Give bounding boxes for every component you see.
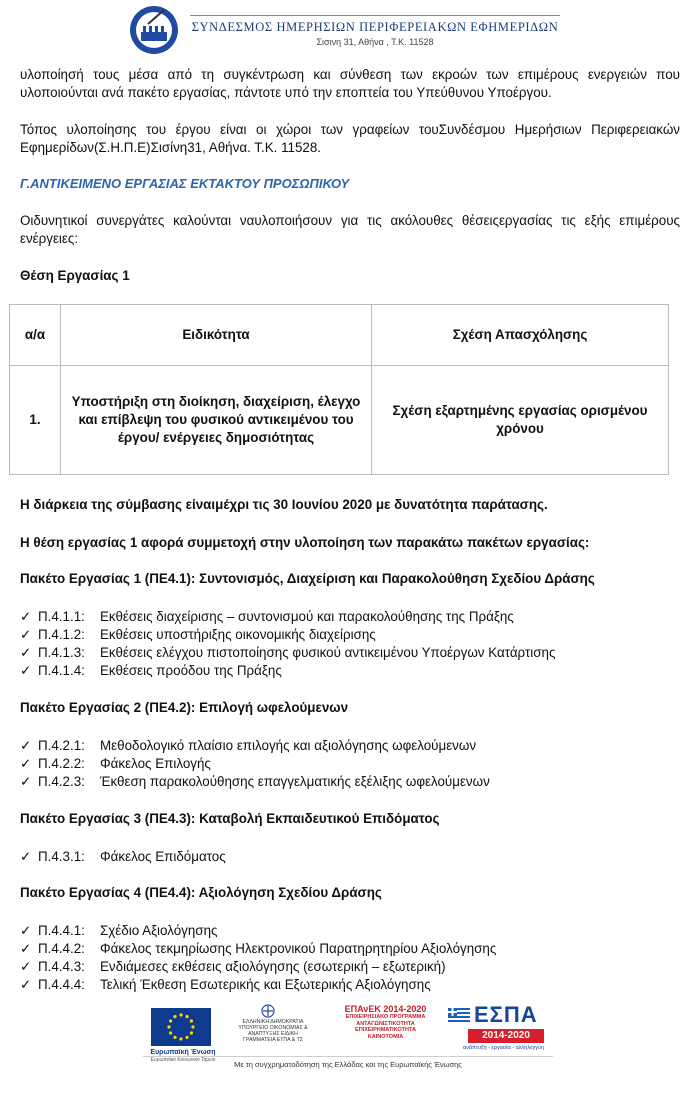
cell-specialty: Υποστήριξη στη διοίκηση, διαχείριση, έλεγχο και επίβλεψη του φυσικού αντικειμένου του έργου/ ενέργειες δημοσιότητας: [61, 366, 372, 475]
eu-sublabel: Ευρωπαϊκό Κοινωνικό Ταμείο: [150, 1057, 216, 1063]
organization-address: Σισινη 31, Αθήνα , Τ.Κ. 11528: [316, 37, 434, 47]
item-text: Εκθέσεις διαχείρισης – συντονισμού και παρακολούθησης της Πράξης: [100, 609, 514, 624]
item-code: Π.4.1.1:: [38, 609, 85, 624]
espa-wordmark: ΕΣΠΑ: [474, 1002, 538, 1027]
item-code: Π.4.2.1:: [38, 738, 85, 753]
item-code: Π.4.4.1:: [38, 923, 85, 938]
item-text: Εκθέσεις προόδου της Πράξης: [100, 663, 282, 678]
header-rule: [190, 15, 560, 16]
letterhead: [0, 0, 700, 62]
item-text: Ενδιάμεσες εκθέσεις αξιολόγησης (εσωτερική – εξωτερική): [100, 959, 446, 974]
item-text: Φάκελος Επιλογής: [100, 756, 211, 771]
section-heading: Γ.ΑΝΤΙΚΕΙΜΕΝΟ ΕΡΓΑΣΙΑΣ ΕΚΤΑΚΤΟΥ ΠΡΟΣΩΠΙΚΟΥ: [20, 176, 350, 191]
item-text: Τελική Έκθεση Εσωτερικής και Εξωτερικής Αξιολόγησης: [100, 977, 431, 992]
header-cell-index: α/α: [10, 305, 61, 366]
checkmark-icon: ✓: [20, 627, 32, 642]
footer-rule: [143, 1056, 553, 1057]
item-text: Φάκελος τεκμηρίωσης Ηλεκτρονικού Παρατηρητηρίου Αξιολόγησης: [100, 941, 497, 956]
epanek-logo: [338, 1004, 433, 1040]
position-title: Θέση Εργασίας 1: [20, 268, 130, 283]
checkmark-icon: ✓: [20, 849, 32, 864]
item-code: Π.4.3.1:: [38, 849, 85, 864]
contract-duration: Η διάρκεια της σύμβασης είναιμέχρι τις 30 Ιουνίου 2020 με δυνατότητα παράτασης.: [20, 497, 548, 512]
package-title-3: Πακέτο Εργασίας 3 (ΠΕ4.3): Καταβολή Εκπαιδευτικού Επιδόματος: [20, 811, 440, 826]
item-code: Π.4.1.4:: [38, 663, 85, 678]
espa-logo: [448, 1002, 548, 1054]
item-text: Έκθεση παρακολούθησης επαγγελματικής εξέλιξης ωφελούμενων: [100, 774, 490, 789]
funding-footer: [143, 1000, 553, 1075]
item-text: Μεθοδολογικό πλαίσιο επιλογής και αξιολόγησης ωφελούμενων: [100, 738, 477, 753]
eu-flag-icon: [151, 1008, 211, 1046]
greek-flag-icon: [448, 1008, 470, 1024]
cell-employment: Σχέση εξαρτημένης εργασίας ορισμένου χρόνου: [372, 366, 669, 475]
header-cell-employment: Σχέση Απασχόλησης: [372, 305, 669, 366]
paragraph-location: Τόπος υλοποίησης του έργου είναι οι χώροι των γραφείων τουΣυνδέσμου Ημερήσιων Περιφερειακών Εφημερίδων(Σ.Η.Π.Ε)Σισίνη31, Αθήνα. Τ.Κ. 11528.: [20, 122, 680, 155]
item-code: Π.4.4.3:: [38, 959, 85, 974]
checkmark-icon: ✓: [20, 738, 32, 753]
checkmark-icon: ✓: [20, 959, 32, 974]
item-code: Π.4.2.3:: [38, 774, 85, 789]
item-text: Εκθέσεις υποστήριξης οικονομικής διαχείρισης: [100, 627, 376, 642]
cofunding-note: Με τη συγχρηματοδότηση της Ελλάδας και της Ευρωπαϊκής Ένωσης: [234, 1060, 462, 1069]
organization-name: ΣΥΝΔΕΣΜΟΣ ΗΜΕΡΗΣΙΩΝ ΠΕΡΙΦΕΡΕΙΑΚΩΝ ΕΦΗΜΕΡΙΔΩΝ: [191, 20, 559, 34]
ministry-label: ΕΛΛΗΝΙΚΗ ΔΗΜΟΚΡΑΤΙΑ ΥΠΟΥΡΓΕΙΟ ΟΙΚΟΝΟΜΙΑΣ & ΑΝΑΠΤΥΞΗΣ ΕΙΔΙΚΗ ΓΡΑΜΜΑΤΕΙΑ ΕΤΠΑ & ΤΣ: [238, 1019, 308, 1043]
cell-index: 1.: [10, 366, 61, 475]
item-text: Σχέδιο Αξιολόγησης: [100, 923, 218, 938]
item-code: Π.4.4.4:: [38, 977, 85, 992]
package-title-4: Πακέτο Εργασίας 4 (ΠΕ4.4): Αξιολόγηση Σχεδίου Δράσης: [20, 885, 382, 900]
checkmark-icon: ✓: [20, 923, 32, 938]
positions-table: [9, 304, 669, 475]
header-cell-specialty: Ειδικότητα: [61, 305, 372, 366]
espa-slogan: ανάπτυξη - εργασία - αλληλεγγύη: [462, 1045, 545, 1051]
item-code: Π.4.1.3:: [38, 645, 85, 660]
table-header-row: [10, 305, 669, 366]
checkmark-icon: ✓: [20, 756, 32, 771]
item-code: Π.4.2.2:: [38, 756, 85, 771]
item-text: Φάκελος Επιδόματος: [100, 849, 226, 864]
item-text: Εκθέσεις ελέγχου πιστοποίησης φυσικού αντικειμένου Υποέργων Κατάρτισης: [100, 645, 556, 660]
association-logo-icon: [128, 2, 180, 58]
checkmark-icon: ✓: [20, 663, 32, 678]
epanek-title: ΕΠΑνΕΚ 2014-2020: [344, 1004, 427, 1014]
checkmark-icon: ✓: [20, 609, 32, 624]
package-title-2: Πακέτο Εργασίας 2 (ΠΕ4.2): Επιλογή ωφελούμενων: [20, 700, 349, 715]
table-row: [10, 366, 669, 475]
checkmark-icon: ✓: [20, 977, 32, 992]
checkmark-icon: ✓: [20, 645, 32, 660]
paragraph-intro: Οιδυνητικοί συνεργάτες καλούνται ναυλοποιήσουν για τις ακόλουθες θέσειςεργασίας τις εξής επιμέρους ενέργειες:: [20, 213, 680, 246]
epanek-subtitle: ΕΠΙΧΕΙΡΗΣΙΑΚΟ ΠΡΟΓΡΑΜΜΑ ΑΝΤΑΓΩΝΙΣΤΙΚΟΤΗΤΑ ΕΠΙΧΕΙΡΗΜΑΤΙΚΟΤΗΤΑ ΚΑΙΝΟΤΟΜΙΑ: [345, 1014, 426, 1040]
paragraph-implementation: υλοποίησή τους μέσα από τη συγκέντρωση και σύνθεση των εκροών των επιμέρους ενεργειών που υλοποιούνται ανά πακέτο εργασίας, πάντοτε υπό την εποπτεία του Υπεύθυνου Υποέργου.: [20, 67, 680, 100]
greek-emblem-icon: [261, 1004, 275, 1018]
participation-statement: Η θέση εργασίας 1 αφορά συμμετοχή στην υλοποίηση των παρακάτω πακέτων εργασίας:: [20, 535, 590, 550]
eu-stars-icon: [151, 1008, 211, 1046]
checkmark-icon: ✓: [20, 941, 32, 956]
item-code: Π.4.1.2:: [38, 627, 85, 642]
checkmark-icon: ✓: [20, 774, 32, 789]
item-code: Π.4.4.2:: [38, 941, 85, 956]
eu-label: Ευρωπαϊκή Ένωση: [150, 1049, 216, 1056]
package-title-1: Πακέτο Εργασίας 1 (ΠΕ4.1): Συντονισμός, Διαχείριση και Παρακολούθηση Σχεδίου Δράσης: [20, 571, 595, 586]
espa-years: 2014-2020: [468, 1029, 544, 1043]
